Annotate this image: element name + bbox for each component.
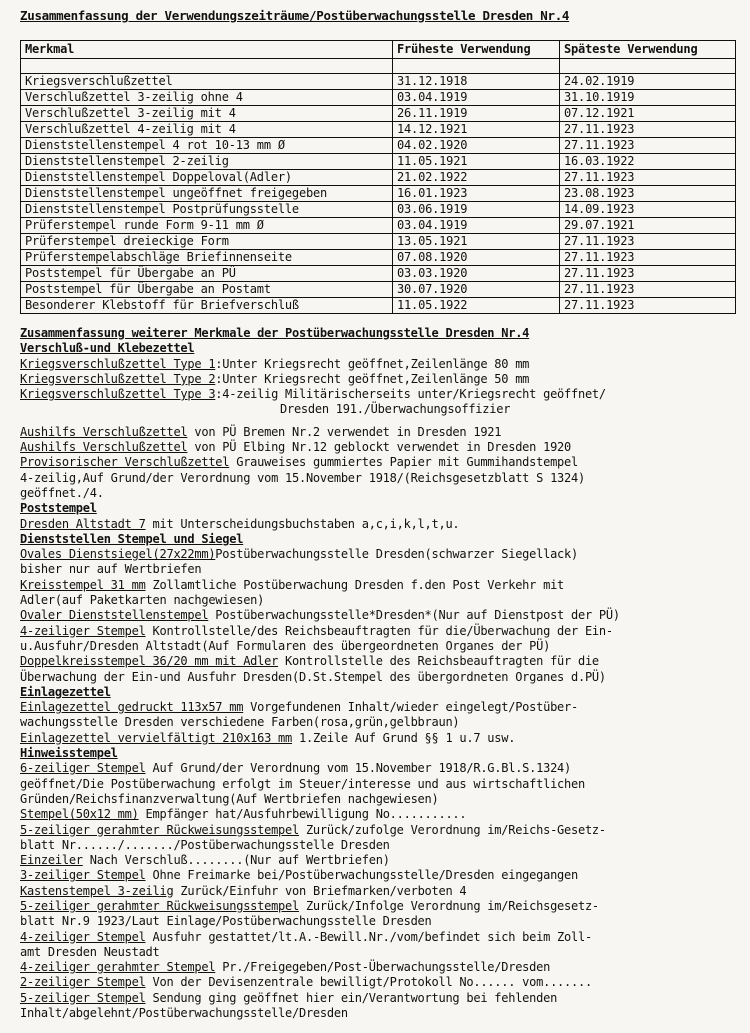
feature-cell: Prüferstempelabschläge Briefinnenseite: [21, 250, 393, 266]
entry-line: [20, 547, 745, 562]
earliest-cell: 14.12.1921: [393, 122, 560, 138]
entry-text: Pr./Freigegeben/Post-Überwachungsstelle/Dresden: [215, 960, 551, 975]
latest-cell: 27.11.1923: [560, 250, 736, 266]
entry-key: Dresden Altstadt 7: [20, 516, 146, 531]
entry-key: 2-zeiliger Stempel: [20, 975, 146, 990]
entry-key: Ovales Dienstsiegel(27x22mm): [20, 547, 216, 562]
entry-key: Ovaler Dienststellenstempel: [20, 608, 209, 623]
earliest-cell: 07.08.1920: [393, 250, 560, 266]
entry-line: [20, 517, 745, 532]
earliest-cell: 04.02.1920: [393, 138, 560, 154]
entry-line: [20, 823, 745, 838]
entry-line: [20, 455, 745, 470]
entry-text: Kontrollstelle/des Reichsbeauftragten für die/Überwachung der Ein-: [145, 623, 613, 638]
entry-line: [20, 372, 745, 387]
entry-text: von PÜ Bremen Nr.2 verwendet in Dresden 1921: [187, 424, 502, 439]
table-row: [21, 298, 736, 314]
table-row: [21, 282, 736, 298]
table-spacer-row: [21, 59, 736, 74]
entry-text: Grauweises gummiertes Papier mit Gummihandstempel: [229, 455, 578, 470]
column-header-feature: Merkmal: [21, 41, 393, 59]
entry-key: Kriegsverschlußzettel Type 3: [20, 387, 216, 402]
entry-key: Provisorischer Verschlußzettel: [20, 455, 230, 470]
earliest-cell: 03.04.1919: [393, 218, 560, 234]
heading-poststempel: Poststempel: [20, 501, 97, 516]
latest-cell: 29.07.1921: [560, 218, 736, 234]
feature-cell: Prüferstempel runde Form 9-11 mm Ø: [21, 218, 393, 234]
entry-text: Zurück/Infolge Verordnung im/Reichsgesetz-: [298, 898, 599, 913]
entry-continuation: wachungsstelle Dresden verschiedene Farben(rosa,grün,gelbbraun): [20, 715, 460, 730]
entry-continuation: u.Ausfuhr/Dresden Altstadt(Auf Formularen des übergeordneten Organes der PÜ): [20, 638, 551, 653]
entry-text: 1.Zeile Auf Grund §§ 1 u.7 usw.: [292, 730, 516, 745]
column-header-latest: Späteste Verwendung: [560, 41, 736, 59]
latest-cell: 27.11.1923: [560, 170, 736, 186]
entry-text: :Unter Kriegsrecht geöffnet,Zeilenlänge 50 mm: [215, 371, 530, 386]
heading-verschluss: Verschluß-und Klebezettel: [20, 341, 195, 356]
entry-key: 4-zeiliger Stempel: [20, 929, 146, 944]
entry-line: [20, 761, 745, 776]
entry-key: Einlagezettel vervielfältigt 210x163 mm: [20, 730, 293, 745]
latest-cell: 31.10.1919: [560, 90, 736, 106]
earliest-cell: 31.12.1918: [393, 74, 560, 90]
entry-line: [20, 991, 745, 1006]
earliest-cell: 21.02.1922: [393, 170, 560, 186]
section-title: Zusammenfassung weiterer Merkmale der Postüberwachungsstelle Dresden Nr.4: [20, 326, 530, 340]
table-row: [21, 250, 736, 266]
entry-text: Postüberwachungsstelle*Dresden*(Nur auf Dienstpost der PÜ): [208, 608, 620, 623]
entry-key: 4-zeiliger Stempel: [20, 623, 146, 638]
earliest-cell: 16.01.1923: [393, 186, 560, 202]
entry-text: Zurück/zufolge Verordnung im/Reichs-Gesetz-: [298, 822, 606, 837]
entry-key: Kastenstempel 3-zeilig: [20, 883, 174, 898]
entry-key: Aushilfs Verschlußzettel: [20, 424, 188, 439]
entry-key: 5-zeiliger Stempel: [20, 990, 146, 1005]
entry-text: Zurück/Einfuhr von Briefmarken/verboten 4: [173, 883, 467, 898]
feature-cell: Poststempel für Übergabe an PÜ: [21, 266, 393, 282]
entry-continuation: Inhalt/abgelehnt/Postüberwachungsstelle/Dresden: [20, 1006, 348, 1021]
entry-text: Empfänger hat/Ausfuhrbewilligung No...........: [138, 807, 467, 822]
entry-line: [20, 975, 745, 990]
table-row: [21, 74, 736, 90]
latest-cell: 27.11.1923: [560, 122, 736, 138]
table-row: [21, 218, 736, 234]
table-row: [21, 106, 736, 122]
latest-cell: 24.02.1919: [560, 74, 736, 90]
earliest-cell: 03.03.1920: [393, 266, 560, 282]
features-summary: [20, 326, 745, 1021]
latest-cell: 07.12.1921: [560, 106, 736, 122]
feature-cell: Verschlußzettel 3-zeilig ohne 4: [21, 90, 393, 106]
entry-continuation: Adler(auf Paketkarten nachgewiesen): [20, 593, 265, 608]
entry-line: [20, 884, 745, 899]
entry-line: [20, 440, 745, 455]
entry-text: Kontrollstelle des Reichsbeauftragten für die: [278, 654, 599, 669]
entry-line: [20, 624, 745, 639]
entry-key: Kreisstempel 31 mm: [20, 577, 146, 592]
usage-period-table: [20, 40, 736, 314]
entry-key: 6-zeiliger Stempel: [20, 761, 146, 776]
entry-line: [20, 899, 745, 914]
entry-line: [20, 731, 745, 746]
entry-key: 3-zeiliger Stempel: [20, 868, 146, 883]
earliest-cell: 26.11.1919: [393, 106, 560, 122]
feature-cell: Kriegsverschlußzettel: [21, 74, 393, 90]
feature-cell: Besonderer Klebstoff für Briefverschluß: [21, 298, 393, 314]
entry-key: 5-zeiliger gerahmter Rückweisungsstempel: [20, 898, 299, 913]
entry-continuation: blatt Nr....../......./Postüberwachungsstelle Dresden: [20, 837, 390, 852]
entry-key: Stempel(50x12 mm): [20, 807, 139, 822]
entry-continuation: blatt Nr.9 1923/Laut Einlage/Postüberwachungsstelle Dresden: [20, 914, 432, 929]
page-title: Zusammenfassung der Verwendungszeiträume/Postüberwachungsstelle Dresden Nr.4: [20, 8, 570, 23]
entry-line: [20, 960, 745, 975]
entry-key: Aushilfs Verschlußzettel: [20, 440, 188, 455]
entry-line: [20, 654, 745, 669]
entry-text: Sendung ging geöffnet hier ein/Verantwortung bei fehlenden: [145, 990, 558, 1005]
entry-text: Von der Devisenzentrale bewilligt/Protokoll No...... vom.......: [145, 975, 592, 990]
entry-text: Auf Grund/der Verordnung vom 15.November 1918/R.G.Bl.S.1324): [145, 761, 571, 776]
entry-key: Einlagezettel gedruckt 113x57 mm: [20, 700, 244, 715]
feature-cell: Dienststellenstempel Doppeloval(Adler): [21, 170, 393, 186]
entry-continuation: 4-zeilig,Auf Grund/der Verordnung vom 15.November 1918/(Reichsgesetzblatt S 1324): [20, 470, 585, 485]
entry-text: Ohne Freimarke bei/Postüberwachungsstelle/Dresden eingegangen: [145, 868, 578, 883]
entry-line: [20, 930, 745, 945]
latest-cell: 27.11.1923: [560, 282, 736, 298]
entry-line: [20, 425, 745, 440]
entry-continuation: Dresden 191./Überwachungsoffizier: [280, 402, 511, 417]
table-row: [21, 90, 736, 106]
entry-key: Kriegsverschlußzettel Type 1: [20, 356, 216, 371]
entry-continuation: Gründen/Reichsfinanzverwaltung(Auf Wertbriefen nachgewiesen): [20, 791, 439, 806]
feature-cell: Verschlußzettel 4-zeilig mit 4: [21, 122, 393, 138]
heading-dienststellen: Dienststellen Stempel und Siegel: [20, 531, 244, 546]
feature-cell: Prüferstempel dreieckige Form: [21, 234, 393, 250]
entry-key: Kriegsverschlußzettel Type 2: [20, 371, 216, 386]
table-row: [21, 122, 736, 138]
feature-cell: Verschlußzettel 3-zeilig mit 4: [21, 106, 393, 122]
table-row: [21, 202, 736, 218]
earliest-cell: 30.07.1920: [393, 282, 560, 298]
entry-line: [20, 868, 745, 883]
entry-text: Zollamtliche Postüberwachung Dresden f.den Post Verkehr mit: [145, 577, 565, 592]
feature-cell: Dienststellenstempel Postprüfungsstelle: [21, 202, 393, 218]
feature-cell: Dienststellenstempel 4 rot 10-13 mm Ø: [21, 138, 393, 154]
entry-text: :Unter Kriegsrecht geöffnet,Zeilenlänge 80 mm: [215, 356, 530, 371]
entry-key: Einzeiler: [20, 853, 83, 868]
latest-cell: 23.08.1923: [560, 186, 736, 202]
table-header-row: [21, 41, 736, 59]
latest-cell: 27.11.1923: [560, 298, 736, 314]
entry-text: Nach Verschluß........(Nur auf Wertbriefen): [82, 853, 390, 868]
table-row: [21, 266, 736, 282]
entry-text: Postüberwachungsstelle Dresden(schwarzer Siegellack): [215, 547, 578, 562]
entry-line: [20, 700, 745, 715]
earliest-cell: 11.05.1921: [393, 154, 560, 170]
table-row: [21, 138, 736, 154]
table-row: [21, 186, 736, 202]
entry-key: 5-zeiliger gerahmter Rückweisungsstempel: [20, 822, 299, 837]
earliest-cell: 03.06.1919: [393, 202, 560, 218]
entry-line: [20, 608, 745, 623]
latest-cell: 27.11.1923: [560, 138, 736, 154]
entry-line: [20, 357, 745, 372]
earliest-cell: 11.05.1922: [393, 298, 560, 314]
entry-line: [20, 578, 745, 593]
entry-line: [20, 853, 745, 868]
heading-hinweisstempel: Hinweisstempel: [20, 746, 118, 761]
latest-cell: 27.11.1923: [560, 234, 736, 250]
feature-cell: Dienststellenstempel ungeöffnet freigegeben: [21, 186, 393, 202]
table-row: [21, 234, 736, 250]
column-header-earliest: Früheste Verwendung: [393, 41, 560, 59]
earliest-cell: 13.05.1921: [393, 234, 560, 250]
entry-text: von PÜ Elbing Nr.12 geblockt verwendet in Dresden 1920: [187, 440, 571, 455]
feature-cell: Poststempel für Übergabe an Postamt: [21, 282, 393, 298]
entry-line: [20, 807, 745, 822]
entry-line: [20, 387, 745, 402]
entry-continuation: geöffnet/Die Postüberwachung erfolgt im Steuer/interesse und aus wirtschaftlichen: [20, 776, 585, 791]
entry-continuation: Überwachung der Ein-und Ausfuhr Dresden(D.St.Stempel des übergordneten Organes d.PÜ): [20, 669, 606, 684]
table-row: [21, 170, 736, 186]
latest-cell: 14.09.1923: [560, 202, 736, 218]
earliest-cell: 03.04.1919: [393, 90, 560, 106]
entry-text: mit Unterscheidungsbuchstaben a,c,i,k,l,t,u.: [145, 516, 460, 531]
entry-key: Doppelkreisstempel 36/20 mm mit Adler: [20, 654, 279, 669]
feature-cell: Dienststellenstempel 2-zeilig: [21, 154, 393, 170]
entry-continuation: geöffnet./4.: [20, 485, 104, 500]
entry-text: :4-zeilig Militärischerseits unter/Kriegsrecht geöffnet/: [215, 387, 606, 402]
table-row: [21, 154, 736, 170]
entry-continuation: bisher nur auf Wertbriefen: [20, 562, 202, 577]
entry-key: 4-zeiliger gerahmter Stempel: [20, 960, 216, 975]
heading-einlagezettel: Einlagezettel: [20, 684, 111, 699]
entry-continuation: amt Dresden Neustadt: [20, 944, 160, 959]
latest-cell: 16.03.1922: [560, 154, 736, 170]
entry-text: Vorgefundenen Inhalt/wieder eingelegt/Postüber-: [243, 700, 578, 715]
entry-text: Ausfuhr gestattet/lt.A.-Bewill.Nr./vom/befindet sich beim Zoll-: [145, 929, 592, 944]
latest-cell: 27.11.1923: [560, 266, 736, 282]
